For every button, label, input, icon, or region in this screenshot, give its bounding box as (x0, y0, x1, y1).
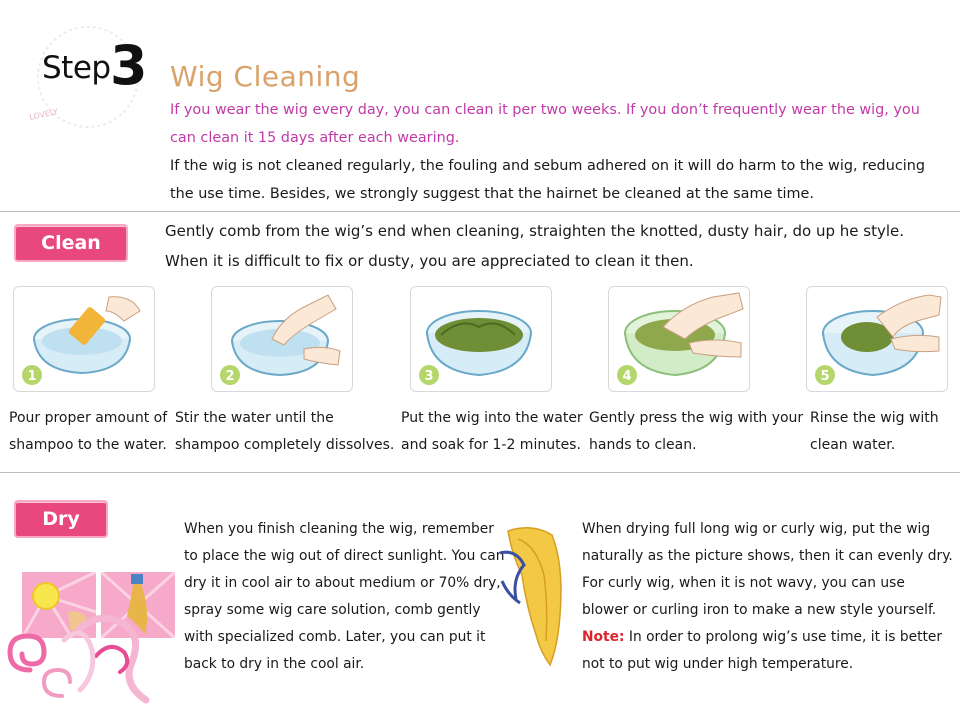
svg-text:1: 1 (27, 369, 37, 384)
step-label: Step (42, 50, 111, 86)
step-1-caption: Pour proper amount of shampoo to the water. (9, 410, 168, 453)
basin-press-icon (609, 287, 749, 391)
swirl-decoration (0, 600, 165, 712)
hanging-wig-icon (498, 525, 570, 670)
step-3-image (410, 286, 552, 392)
step-2-caption: Stir the water until the shampoo completely dissolves. (175, 410, 395, 453)
intro-frequency-text: If you wear the wig every day, you can clean it per two weeks. If you don’t frequently wear the wig, you can clean it 15 days after each wearing. (170, 102, 920, 146)
step-1-image (13, 286, 155, 392)
basin-rinse-icon (807, 287, 947, 391)
basin-stir-icon (212, 287, 352, 391)
page-title: Wig Cleaning (170, 60, 361, 93)
step-2-image (211, 286, 353, 392)
step-3-caption: Put the wig into the water and soak for 1-2 minutes. (401, 410, 583, 453)
section-divider (0, 472, 960, 473)
clean-section-label: Clean (14, 224, 128, 262)
svg-text:5: 5 (820, 369, 830, 384)
note-text: In order to prolong wig’s use time, it is better not to put wig under high temperature. (582, 629, 943, 672)
step-5-image (806, 286, 948, 392)
clean-description: Gently comb from the wig’s end when cleaning, straighten the knotted, dusty hair, do up he style. When it is difficult to fix or dusty, you are appreciated to clean it then. (165, 222, 905, 270)
step-number: 3 (110, 34, 148, 97)
svg-text:4: 4 (622, 369, 632, 384)
step-4-image (608, 286, 750, 392)
svg-text:2: 2 (225, 369, 235, 384)
note-label: Note: (582, 629, 625, 645)
step-4-caption: Gently press the wig with your hands to clean. (589, 410, 804, 453)
basin-soak-icon (411, 287, 551, 391)
step-5-caption: Rinse the wig with clean water. (810, 410, 939, 453)
basin-pour-icon (14, 287, 154, 391)
intro-warning-text: If the wig is not cleaned regularly, the fouling and sebum adhered on it will do harm to the wig, reducing the use time. Besides, we strongly suggest that the hairnet be cleaned at the same time. (170, 158, 925, 202)
dry-long-wig-text: When drying full long wig or curly wig, put the wig naturally as the picture shows, then it can evenly dry. For curly wig, when it is not wavy, you can use blower or curling iron to make a new style yourself. (582, 521, 953, 618)
svg-text:3: 3 (424, 369, 434, 384)
dry-long-wig-instructions (582, 516, 954, 678)
dry-instructions: When you finish cleaning the wig, remember to place the wig out of direct sunlight. You can dry it in cool air to about medium or 70% dry, spray some wig care solution, comb gently with specialized comb. Later, you can put it back to dry in the cool air. (184, 521, 505, 672)
dry-section-label: Dry (14, 500, 108, 538)
section-divider (0, 211, 960, 212)
svg-text:LOVELY: LOVELY (28, 107, 59, 122)
